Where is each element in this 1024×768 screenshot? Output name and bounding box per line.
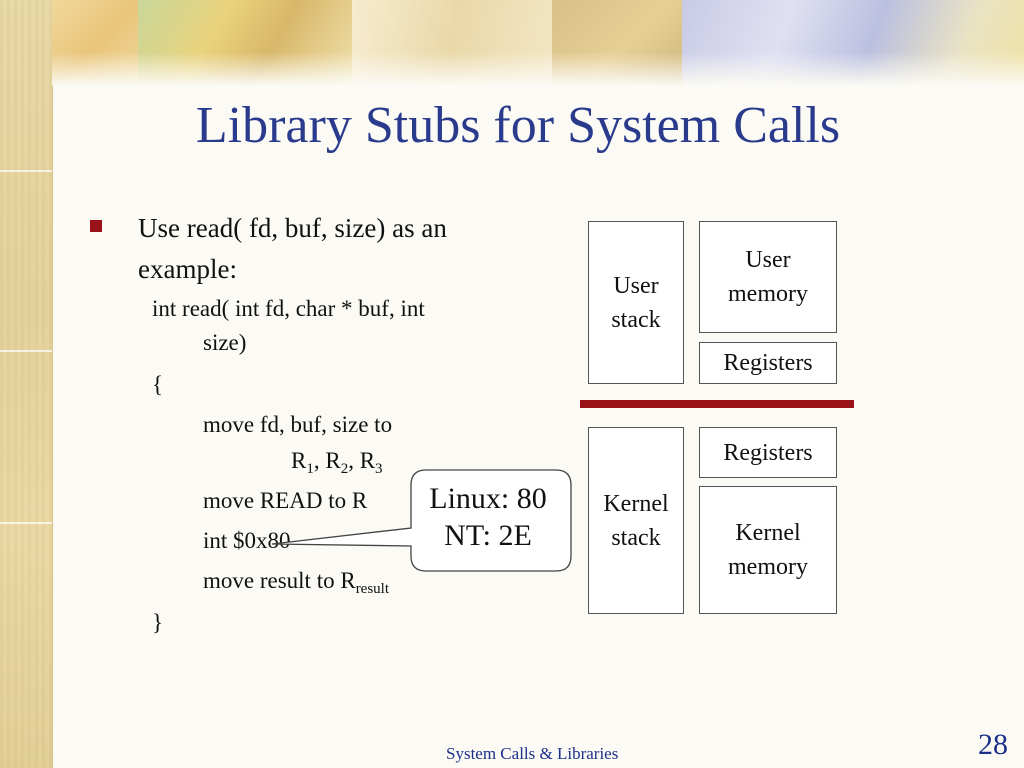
user-kernel-divider — [580, 400, 854, 408]
code-registers-line: $R_1$, $R_2$, $R_3$ — [291, 448, 383, 477]
slide-title: Library Stubs for System Calls — [195, 97, 841, 154]
user-registers-box: Registers — [699, 342, 837, 384]
code-close-brace: } — [152, 610, 164, 635]
code-move-args: move fd, buf, size to — [203, 412, 393, 437]
kernel-registers-box: Registers — [699, 427, 837, 478]
code-open-brace: { — [152, 372, 164, 397]
kernel-stack-box: Kernel stack — [588, 427, 684, 614]
callout-line-nt: NT: 2E — [444, 519, 532, 552]
user-memory-box: User memory — [699, 221, 837, 333]
user-stack-box: User stack — [588, 221, 684, 384]
code-move-result: move result to $R_{result}$ — [203, 568, 390, 597]
bullet-text: Use read( fd, buf, size) as an example: — [138, 213, 447, 284]
callout-text — [404, 480, 572, 554]
page-number: 28 — [978, 728, 1008, 761]
code-int-instruction: int $0x80 — [203, 528, 291, 553]
code-move-read: move READ to R — [203, 488, 368, 513]
code-signature-line2: size) — [203, 330, 247, 355]
kernel-memory-box: Kernel memory — [699, 486, 837, 614]
footer-text: System Calls & Libraries — [446, 744, 619, 763]
code-signature-line1: int read( int fd, char * buf, int — [152, 296, 425, 321]
callout-line-linux: Linux: 80 — [429, 482, 547, 515]
